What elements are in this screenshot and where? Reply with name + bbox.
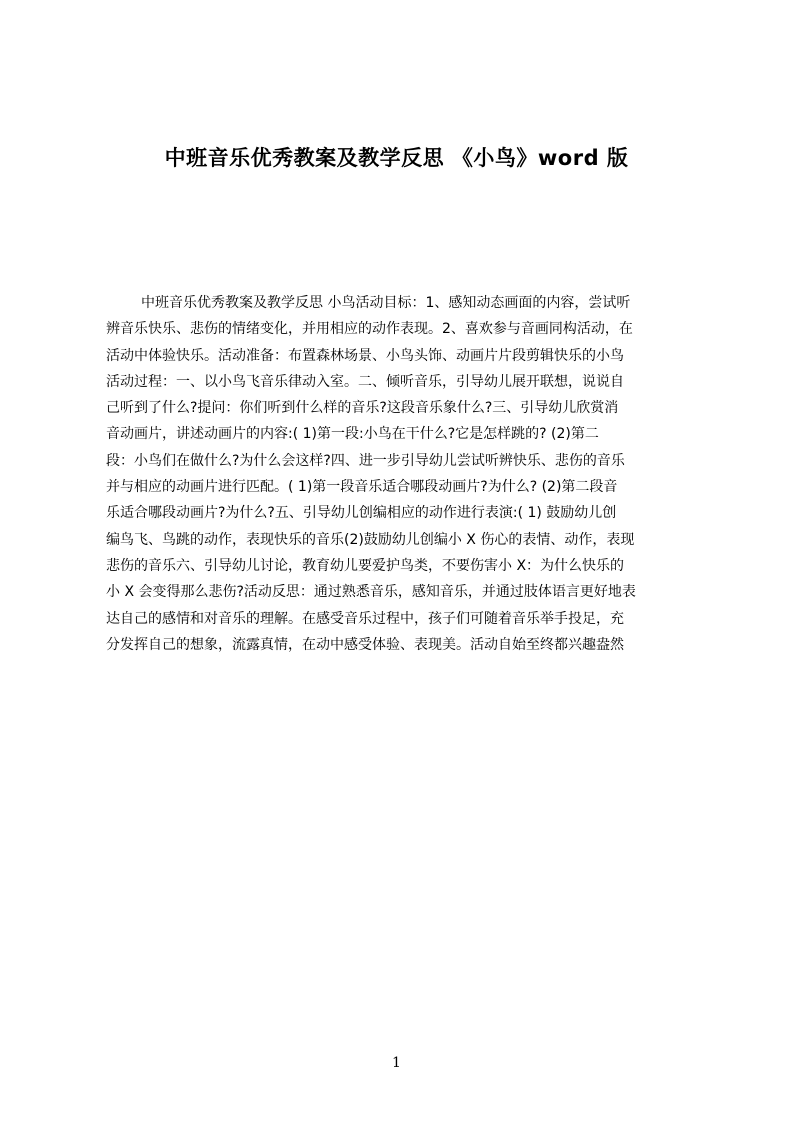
document-title: 中班音乐优秀教案及教学反思 《小鸟》word 版	[164, 146, 629, 170]
body-line: 中班音乐优秀教案及教学反思 小鸟活动目标：1、感知动态画面的内容，尝试听	[141, 295, 631, 311]
body-line: 达自己的感情和对音乐的理解。在感受音乐过程中，孩子们可随着音乐举手投足，充	[106, 610, 624, 627]
body-line: 辨音乐快乐、悲伤的情绪变化，并用相应的动作表现。2、喜欢参与音画同构活动，在	[106, 321, 633, 338]
page-number: 1	[392, 1055, 401, 1071]
body-line: 活动中体验快乐。活动准备：布置森林场景、小鸟头饰、动画片片段剪辑快乐的小鸟	[106, 347, 624, 364]
body-line: 音动画片，讲述动画片的内容:( 1)第一段:小鸟在干什么?它是怎样跳的? (2)第二	[106, 426, 599, 443]
body-line: 段：小鸟们在做什么?为什么会这样?四、进一步引导幼儿尝试听辨快乐、悲伤的音乐	[106, 452, 625, 469]
body-line: 分发挥自己的想象，流露真情，在动中感受体验、表现美。活动自始至终都兴趣盎然	[106, 636, 624, 653]
body-line: 悲伤的音乐六、引导幼儿讨论，教育幼儿要爱护鸟类，不要伤害小 X：为什么快乐的	[106, 557, 625, 574]
body-line: 己听到了什么?提问：你们听到什么样的音乐?这段音乐象什么?三、引导幼儿欣赏消	[106, 400, 619, 417]
document-body	[106, 290, 698, 730]
body-line: 并与相应的动画片进行匹配。( 1)第一段音乐适合哪段动画片?为什么? (2)第二段音	[106, 479, 618, 496]
body-line: 活动过程：一、以小鸟飞音乐律动入室。二、倾听音乐，引导幼儿展开联想，说说自	[106, 373, 624, 390]
body-line: 编鸟飞、鸟跳的动作，表现快乐的音乐(2)鼓励幼儿创编小 X 伤心的表情、动作，表现	[106, 531, 635, 548]
body-line: 乐适合哪段动画片?为什么?五、引导幼儿创编相应的动作进行表演:( 1) 鼓励幼儿创	[106, 505, 617, 522]
body-line: 小 X 会变得那么悲伤?活动反思：通过熟悉音乐，感知音乐，并通过肢体语言更好地表	[106, 584, 636, 601]
